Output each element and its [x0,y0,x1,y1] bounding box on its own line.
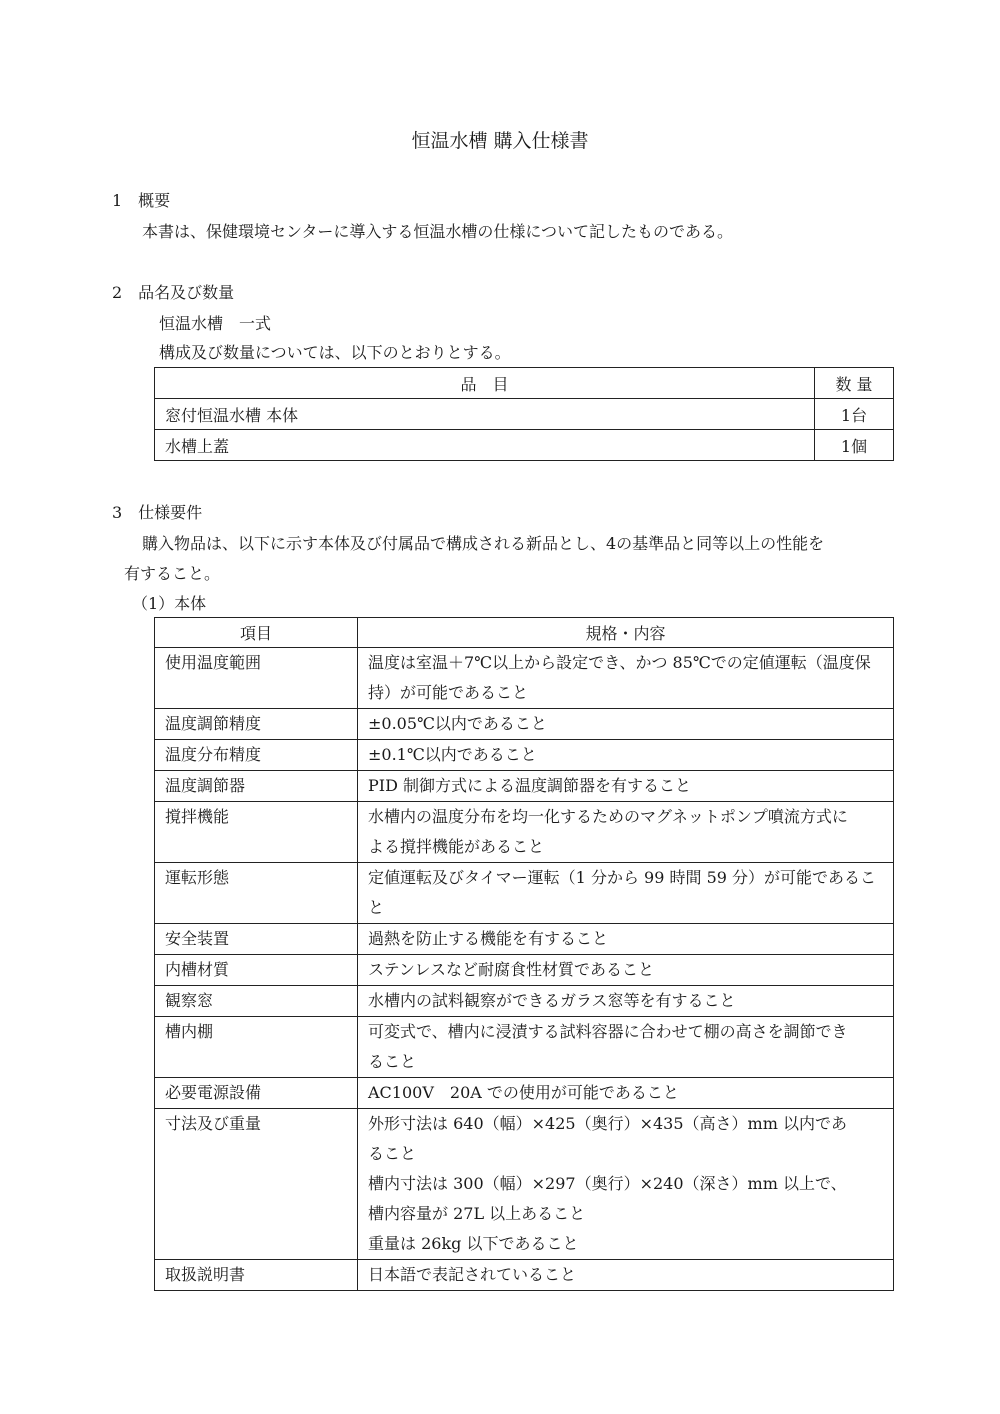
table-row [155,955,894,986]
table-cell-item: 安全装置 [155,924,358,955]
spec-line: ステンレスなど耐腐食性材質であること [368,960,655,979]
spec-line: 過熱を防止する機能を有すること [368,929,609,948]
table-cell-item: 内槽材質 [155,955,358,986]
quantity-table [154,367,894,461]
spec-line: と [368,898,385,917]
table-cell-item: 観察窓 [155,986,358,1017]
section-3-body-line1: 購入物品は、以下に示す本体及び付属品で構成される新品とし、4の基準品と同等以上の性能を [142,534,825,553]
table-cell-item: 温度調節精度 [155,709,358,740]
spec-line: 槽内寸法は 300（幅）×297（奥行）×240（深さ）mm 以上で、 [368,1174,847,1193]
spec-table [154,617,894,1291]
section-1-body: 本書は、保健環境センターに導入する恒温水槽の仕様について記したものである。 [142,222,734,241]
spec-line: ること [368,1052,417,1071]
table-header-spec: 規格・内容 [358,618,894,648]
spec-line: 持）が可能であること [368,683,529,702]
table-row [155,1078,894,1109]
spec-line: AC100V 20A での使用が可能であること [368,1083,679,1102]
page-title: 恒温水槽 購入仕様書 [411,130,589,152]
table-row [155,430,894,461]
table-cell-spec [358,924,894,955]
table-cell-spec [358,648,894,709]
table-row [155,399,894,430]
table-header-quantity: 数 量 [815,368,894,399]
table-row [155,802,894,863]
spec-line: 日本語で表記されていること [368,1265,577,1284]
table-cell-item: 槽内棚 [155,1017,358,1078]
table-row [155,709,894,740]
spec-line: ±0.05℃以内であること [368,714,547,733]
table-row [155,1109,894,1260]
table-header-item: 品 目 [155,368,815,399]
table-cell-spec [358,1260,894,1291]
table-row [155,740,894,771]
table-cell-item: 水槽上蓋 [155,430,815,461]
table-cell-spec [358,709,894,740]
spec-line: ±0.1℃以内であること [368,745,537,764]
table-cell-spec [358,1017,894,1078]
spec-line: 可変式で、槽内に浸漬する試料容器に合わせて棚の高さを調節でき [368,1022,848,1041]
table-cell-spec [358,955,894,986]
table-cell-item: 取扱説明書 [155,1260,358,1291]
spec-line: よる撹拌機能があること [368,837,545,856]
section-2-heading: 2 品名及び数量 [112,283,235,302]
spec-line: 外形寸法は 640（幅）×425（奥行）×435（高さ）mm 以内であ [368,1114,847,1133]
table-header-item: 項目 [155,618,358,648]
spec-line: 水槽内の温度分布を均一化するためのマグネットポンプ噴流方式に [368,807,848,826]
table-header-row [155,368,894,399]
table-row [155,1260,894,1291]
spec-line: 温度は室温＋7℃以上から設定でき、かつ 85℃での定値運転（温度保 [368,653,871,672]
spec-line: ること [368,1144,417,1163]
section-2-note: 構成及び数量については、以下のとおりとする。 [159,343,511,362]
table-cell-spec [358,986,894,1017]
table-cell-item: 撹拌機能 [155,802,358,863]
section-2-item: 恒温水槽 一式 [159,314,272,333]
table-cell-item: 使用温度範囲 [155,648,358,709]
spec-line: 定値運転及びタイマー運転（1 分から 99 時間 59 分）が可能であるこ [368,868,877,887]
table-row [155,1017,894,1078]
table-cell-item: 温度分布精度 [155,740,358,771]
table-header-row [155,618,894,648]
table-cell-item: 運転形態 [155,863,358,924]
section-3-body-line2: 有すること。 [124,564,221,583]
table-cell-spec [358,863,894,924]
spec-line: PID 制御方式による温度調節器を有すること [368,776,692,795]
table-cell-item: 必要電源設備 [155,1078,358,1109]
table-row [155,863,894,924]
table-cell-spec [358,1109,894,1260]
table-cell-spec [358,1078,894,1109]
table-cell-spec [358,802,894,863]
table-cell-spec [358,771,894,802]
table-cell-item: 温度調節器 [155,771,358,802]
spec-line: 重量は 26kg 以下であること [368,1234,579,1253]
section-1-heading: 1 概要 [112,191,171,210]
table-row [155,771,894,802]
table-row [155,986,894,1017]
table-cell-item: 寸法及び重量 [155,1109,358,1260]
table-cell-quantity: 1台 [815,399,894,430]
table-cell-spec [358,740,894,771]
spec-line: 水槽内の試料観察ができるガラス窓等を有すること [368,991,736,1010]
table-row [155,924,894,955]
table-row [155,648,894,709]
spec-line: 槽内容量が 27L 以上あること [368,1204,586,1223]
table-cell-quantity: 1個 [815,430,894,461]
section-3-subheading: （1）本体 [132,594,207,613]
table-cell-item: 窓付恒温水槽 本体 [155,399,815,430]
section-3-heading: 3 仕様要件 [112,503,203,522]
